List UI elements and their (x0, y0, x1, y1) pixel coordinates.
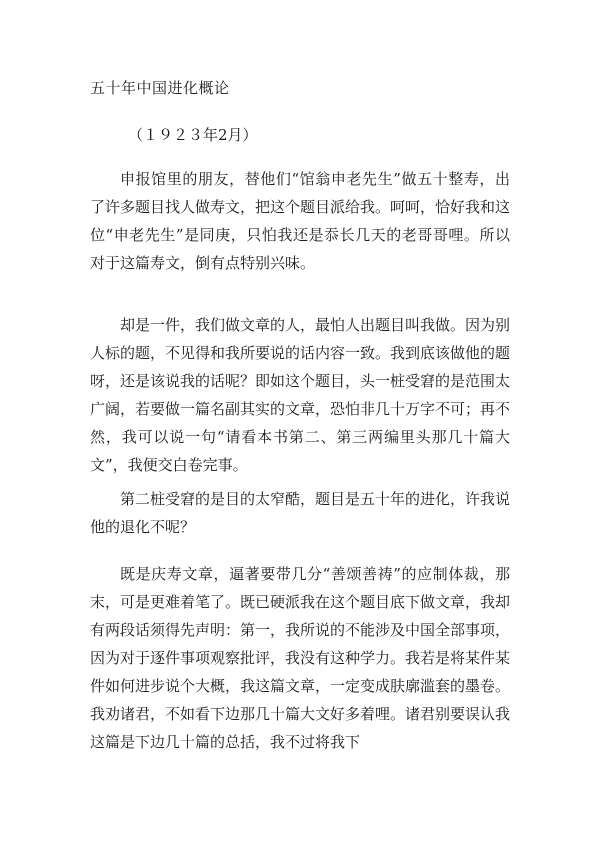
document-date: （１９２３年2月） (128, 126, 258, 144)
paragraph: 第二桩受窘的是目的太窄酷，题目是五十年的进化，许我说他的退化不呢？ (90, 490, 511, 536)
paragraph: 却是一件，我们做文章的人，最怕人出题目叫我做。因为别人标的题，不见得和我所要说的话内容一致。我到底该做他的题呀，还是该说我的话呢？即如这个题目，头一桩受窘的是范围太广阔，若要做一篇名副其实的文章，恐怕非几十万字不可；再不然，我可以说一句“请看本书第二、第三两编里头那几十篇大文”，我便交白卷完事。 (90, 316, 511, 474)
paragraph: 申报馆里的朋友，替他们“馆翁申老先生”做五十整寿，出了许多题目找人做寿文，把这个题目派给我。呵呵，恰好我和这位“申老先生”是同庚，只怕我还是忝长几天的老哥哥哩。所以对于这篇寿文，倒有点特别兴味。 (90, 170, 511, 272)
document-title: 五十年中国进化概论 (90, 79, 230, 97)
paragraph: 既是庆寿文章，逼著要带几分“善颂善祷”的应制体裁，那末，可是更难着笔了。既已硬派我在这个题目底下做文章，我却有两段话须得先声明：第一，我所说的不能涉及中国全部事项，因为对于逐件事项观察批评，我没有这种学力。我若是将某件某件如何进步说个大概，我这篇文章，一定变成肤廓滥套的墨卷。我劝诸君，不如看下边那几十篇大文好多着哩。诸君别要误认我这篇是下边几十篇的总括，我不过将我下 (90, 565, 511, 751)
